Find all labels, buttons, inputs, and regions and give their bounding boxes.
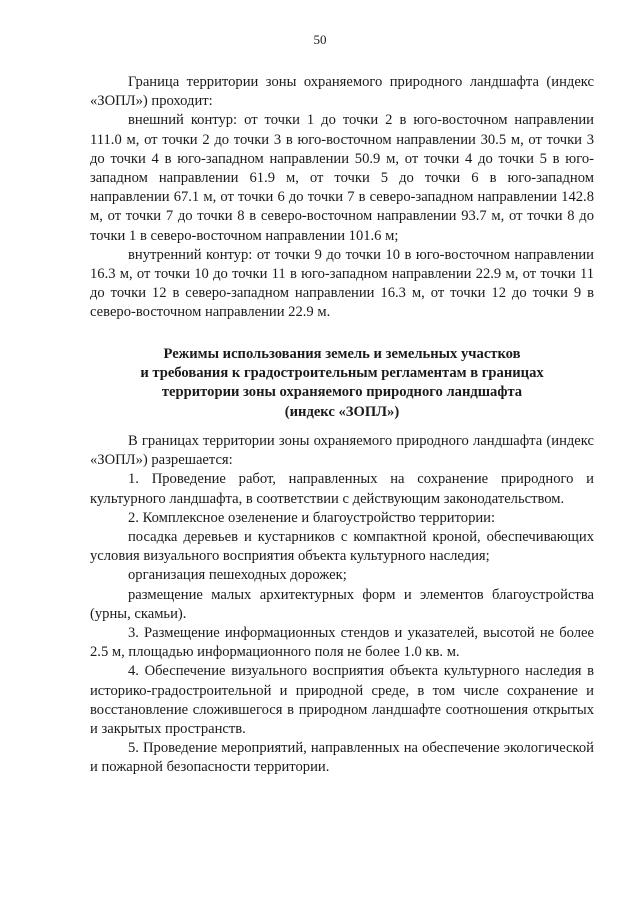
outer-contour-paragraph: внешний контур: от точки 1 до точки 2 в юго-восточном направлении 111.0 м, от точки 2 до точки 3 в юго-восточном направлении 30.5 м, от точки 3 до точки 4 в юго-западном направлении 50.9 м, от точки 4 до точки 5 в юго-западном направлении 61.9 м, от точки 5 до точки 6 в юго-западном направлении 67.1 м, от точки 6 до точки 7 в северо-западном направлении 142.8 м, от точки 7 до точки 8 в северо-восточном направлении 93.7 м, от точки 8 до точки 1 в северо-восточном направлении 101.6 м;	[90, 112, 594, 244]
item-2c-paragraph: размещение малых архитектурных форм и элементов благоустройства (урны, скамьи).	[90, 586, 594, 622]
heading-line-3: территории зоны охраняемого природного ландшафта	[161, 384, 523, 401]
heading-line-1: Режимы использования земель и земельных участков	[163, 346, 521, 362]
item-5-paragraph: 5. Проведение мероприятий, направленных на обеспечение экологической и пожарной безопасности территории.	[90, 740, 594, 776]
permitted-uses	[90, 432, 594, 778]
item-2-paragraph: 2. Комплексное озеленение и благоустройство территории:	[128, 509, 496, 526]
inner-contour-paragraph: внутренний контур: от точки 9 до точки 10 в юго-восточном направлении 16.3 м, от точки 10 до точки 11 в юго-западном направлении 22.9 м, от точки 11 до точки 12 в северо-западном направлении 16.3 м, от точки 12 до точки 9 в северо-восточном направлении 22.9 м.	[90, 246, 594, 321]
item-2a-paragraph: посадка деревьев и кустарников с компактной кроной, обеспечивающих условия визуального восприятия объекта культурного наследия;	[90, 529, 594, 565]
page-number: 50	[313, 32, 327, 47]
item-3-paragraph: 3. Размещение информационных стендов и указателей, высотой не более 2.5 м, площадью информационного поля не более 1.0 кв. м.	[90, 625, 594, 661]
border-intro-paragraph: Граница территории зоны охраняемого природного ландшафта (индекс «ЗОПЛ») проходит:	[90, 74, 594, 110]
item-2b-paragraph: организация пешеходных дорожек;	[128, 567, 347, 584]
item-4-paragraph: 4. Обеспечение визуального восприятия объекта культурного наследия в историко-градостроительной и природной среде, в том числе сохранение и восстановление сложившегося в природном ландшафте соотношения открытых и закрытых пространств.	[90, 663, 594, 738]
heading-line-4: (индекс «ЗОПЛ»)	[284, 403, 400, 420]
heading-line-2: и требования к градостроительным регламентам в границах	[140, 365, 544, 382]
permitted-intro-paragraph: В границах территории зоны охраняемого природного ландшафта (индекс «ЗОПЛ») разрешается:	[90, 433, 594, 469]
border-description	[90, 73, 594, 323]
item-1-paragraph: 1. Проведение работ, направленных на сохранение природного и культурного ландшафта, в соответствии с действующим законодательством.	[90, 471, 594, 507]
section-heading	[90, 345, 594, 422]
